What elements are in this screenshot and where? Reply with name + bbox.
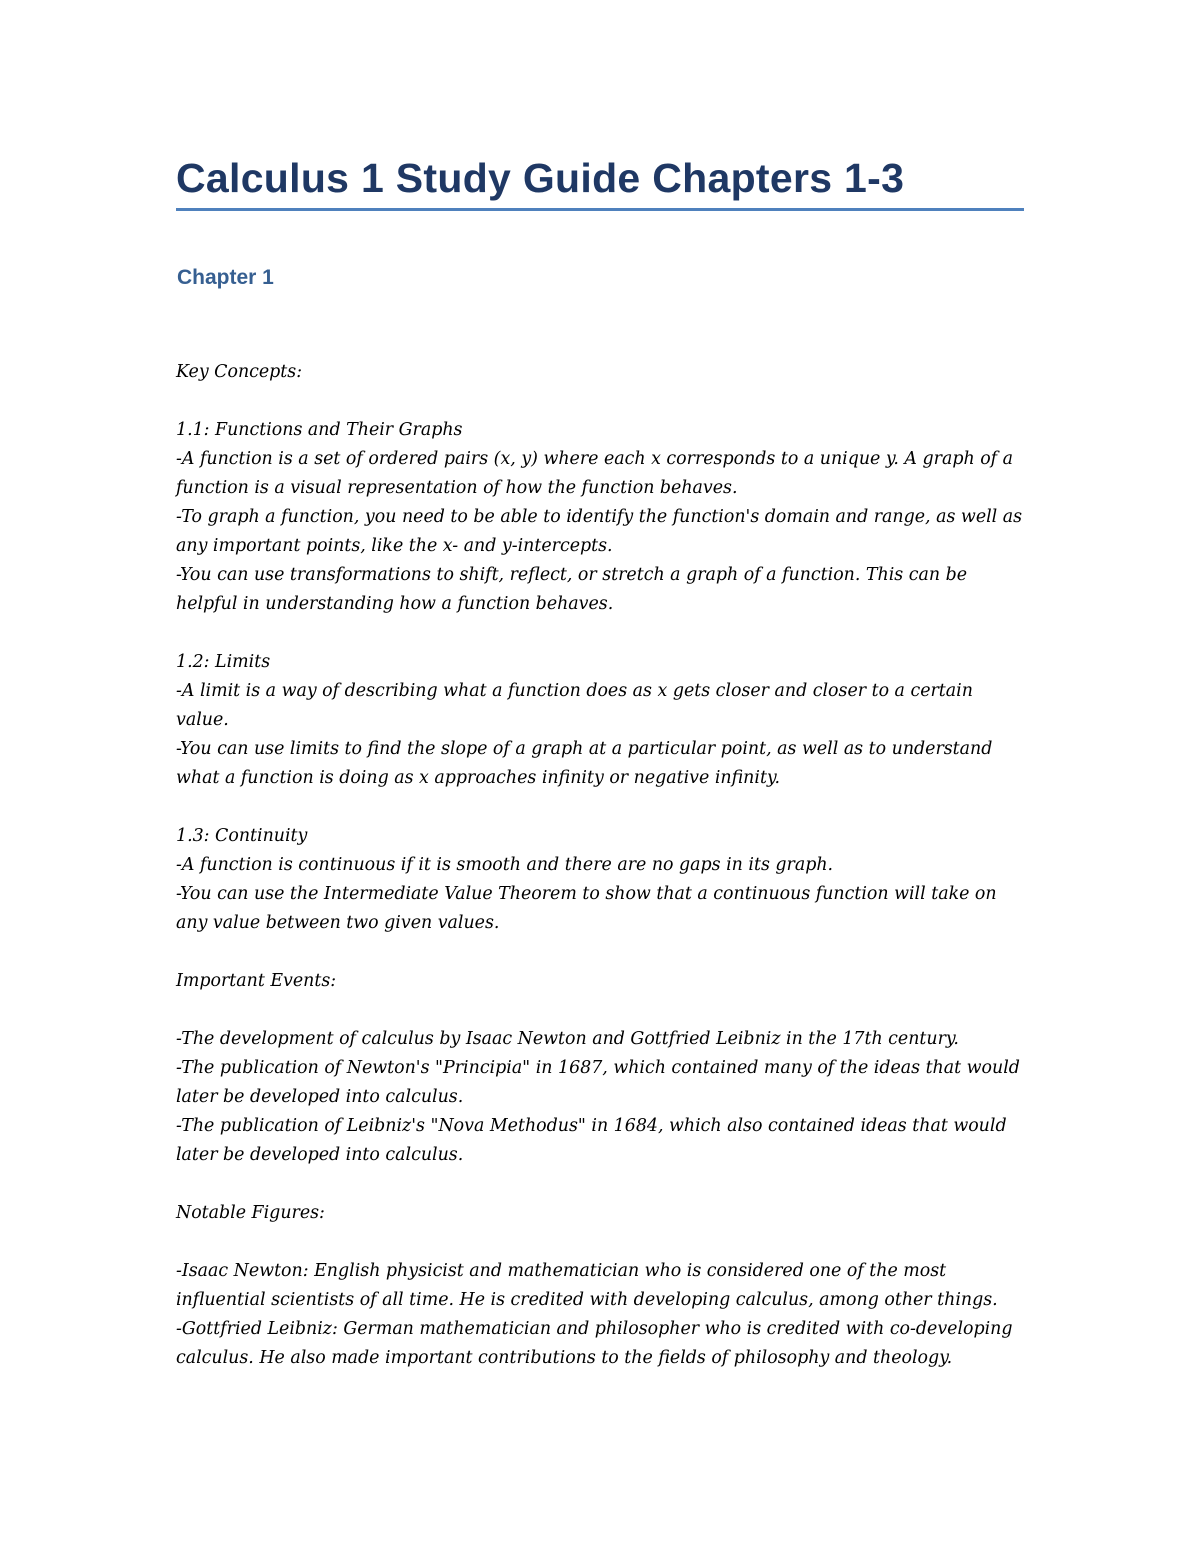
key-concepts-label: Key Concepts: [176, 362, 303, 382]
spacer [176, 793, 1026, 822]
chapter-heading: Chapter 1 [177, 266, 274, 289]
section-heading: 1.2: Limits [176, 652, 271, 672]
section-point: -A limit is a way of describing what a function does as x gets closer and closer to a certain value. [176, 681, 973, 730]
notable-figures-label: Notable Figures: [176, 1203, 325, 1223]
event-item: -The publication of Leibniz's "Nova Methodus" in 1684, which also contained ideas that would later be developed into calculus. [176, 1116, 1007, 1165]
important-events-label: Important Events: [176, 971, 337, 991]
spacer [176, 996, 1026, 1025]
section-point: -You can use limits to find the slope of a graph at a particular point, as well as to understand what a function is doing as x approaches infinity or negative infinity. [176, 739, 993, 788]
spacer [176, 387, 1026, 416]
document-content [176, 150, 1026, 1368]
spacer [176, 619, 1026, 648]
section-point: -A function is continuous if it is smooth and there are no gaps in its graph. [176, 855, 834, 875]
section-heading: 1.1: Functions and Their Graphs [176, 420, 463, 440]
section-point: -You can use the Intermediate Value Theorem to show that a continuous function will take on any value between two given values. [176, 884, 997, 933]
event-item: -The development of calculus by Isaac Newton and Gottfried Leibniz in the 17th century. [176, 1029, 959, 1049]
title-underline [176, 208, 1024, 211]
section-point: -To graph a function, you need to be able to identify the function's domain and range, as well as any important points, like the x- and y-intercepts. [176, 507, 1023, 556]
section-point: -A function is a set of ordered pairs (x, y) where each x corresponds to a unique y. A graph of a function is a visual representation of how the function behaves. [176, 449, 1013, 498]
section-heading: 1.3: Continuity [176, 826, 308, 846]
event-item: -The publication of Newton's "Principia" in 1687, which contained many of the ideas that would later be developed into calculus. [176, 1058, 1020, 1107]
spacer [176, 1170, 1026, 1199]
figure-item: -Gottfried Leibniz: German mathematician and philosopher who is credited with co-developing calculus. He also made important contributions to the fields of philosophy and theology. [176, 1319, 1013, 1368]
section-point: -You can use transformations to shift, reflect, or stretch a graph of a function. This can be helpful in understanding how a function behaves. [176, 565, 968, 614]
spacer [176, 1228, 1026, 1257]
figure-item: -Isaac Newton: English physicist and mathematician who is considered one of the most influential scientists of all time. He is credited with developing calculus, among other things. [176, 1261, 998, 1310]
spacer [176, 938, 1026, 967]
document-title: Calculus 1 Study Guide Chapters 1-3 [176, 155, 905, 201]
document-body [176, 358, 1026, 1373]
